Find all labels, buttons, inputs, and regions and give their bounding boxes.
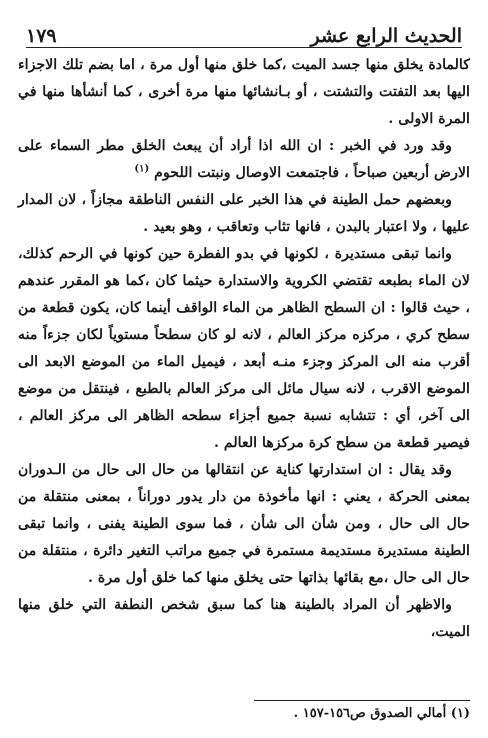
paragraph-6: والاظهر أن المراد بالطينة هنا كما سبق شخص النطفة التي خلق منها الميت، — [18, 597, 470, 640]
header-rule — [26, 47, 462, 48]
paragraph-1: كالمادة يخلق منها جسد الميت ،كما خلق منها أول مرة ، اما بضم تلك الاجزاء اليها بعد التفتت والتشتت ، أو بـانشائها منها مرة أخرى ، كما أنشأها منها في المرة الاولى . — [18, 57, 470, 127]
footnote-marker[interactable]: (١) — [134, 163, 150, 175]
paragraph-4: وانما تبقى مستديرة ، لكونها في بدو الفطرة حين كونها في الرحم كذلك، لان الماء بطبعه تقتضي الكروية والاستدارة حيثما كان ،كما هو المقرر عندهم ، حيث قالوا : ان السطح الظاهر من الماء الواقف أينما كان، يكون قطعة من سطح كري ، مركزه مركز العالم ، لانه لو كان سطحاً مستوياً لكان جزءاً منه أقرب منه الى المركز وجزء منـه أبعد ، فيميل الماء من الموضع الابعد الى الموضع الاقرب ، لانه سيال مائل الى مركز العالم بالطبع ، فينتقل من موضع الى آخر، أي : تتشابه نسبة جميع أجزاء سطحه الظاهر الى مركز العالم ، فيصير قطعة من سطح كرة مركزها العالم . — [18, 246, 470, 451]
page-body — [18, 52, 470, 646]
paragraph-5: وقد يقال : ان استدارتها كناية عن انتقالها من حال الى حال من الـدوران بمعنى الحركة ، يعني : انها مأخوذة من دار يدور دوراناً ، بمعنى منتقلة من حال الى حال ، ومن شأن الى شأن ، فما سوى الطينة يفنى ، وانما تبقى الطينة مستديرة مستديمة مستمرة في جميع مراتب التغير دائرة ، منتقلة من حال الى حال ،مع بقائها بذاتها حتى يخلق منها كما خلق أول مرة . — [18, 462, 470, 586]
paragraph-2-text: وقد ورد في الخبر : ان الله اذا أراد أن يبعث الخلق مطر السماء على الارض أربعين صباحاً ، فاجتمعت الاوصال ونبتت اللحوم — [18, 138, 470, 181]
paragraph-3: وبعضهم حمل الطينة في هذا الخبر على النفس الناطقة مجازاً ، لان المدار عليها ، ولا اعتبار بالبدن ، فانها تثاب وتعاقب ، وهو بعيد . — [18, 192, 470, 235]
page-header — [26, 12, 462, 46]
paragraph-2 — [18, 133, 470, 187]
running-head: الحديث الرابع عشر — [310, 25, 462, 47]
page-number: ١٧٩ — [26, 25, 57, 47]
footnote: (١) أمالي الصدوق ص١٥٦-١٥٧ . — [293, 706, 470, 721]
footnote-rule — [254, 700, 470, 701]
